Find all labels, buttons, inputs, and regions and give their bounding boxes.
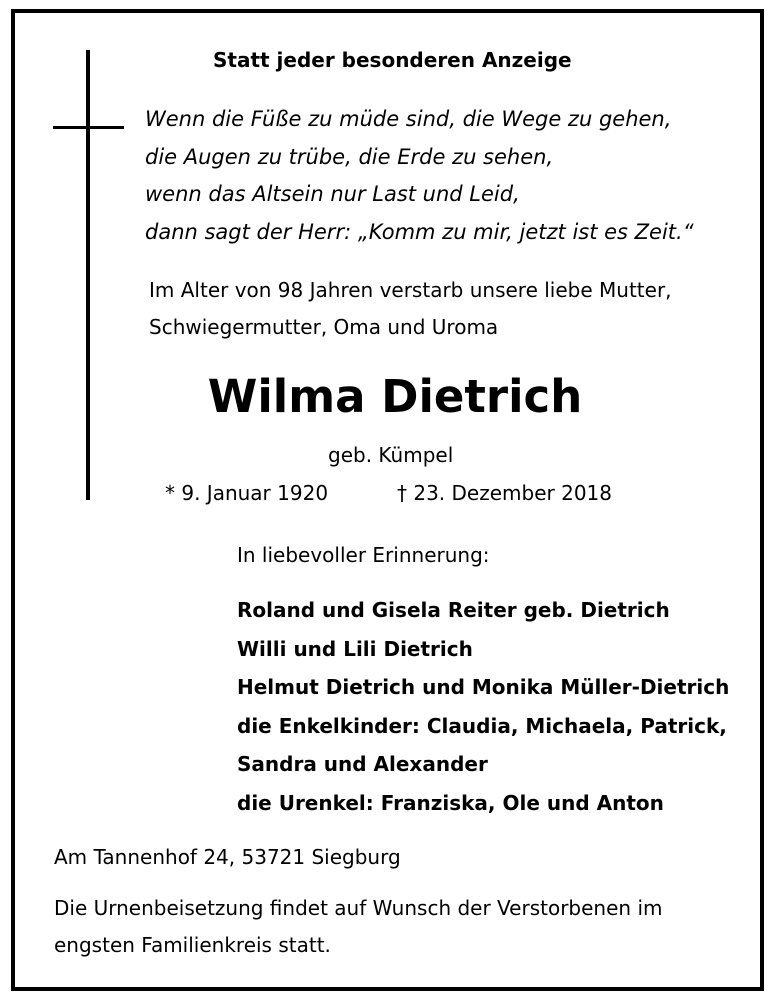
poem-line: die Augen zu trübe, die Erde zu sehen, xyxy=(145,144,554,169)
death-date: † 23. Dezember 2018 xyxy=(397,481,612,505)
deceased-name: Wilma Dietrich xyxy=(207,370,583,423)
poem-line: wenn das Altsein nur Last und Leid, xyxy=(145,182,520,207)
intro-text xyxy=(149,272,672,346)
poem-line: dann sagt der Herr: „Komm zu mir, jetzt ist es Zeit.“ xyxy=(145,220,694,245)
address: Am Tannenhof 24, 53721 Siegburg xyxy=(54,845,401,869)
birth-date: * 9. Januar 1920 xyxy=(165,481,329,505)
family-line: Sandra und Alexander xyxy=(237,752,488,777)
family-line: die Enkelkinder: Claudia, Michaela, Patrick, xyxy=(237,713,727,738)
notice-line: Die Urnenbeisetzung findet auf Wunsch der Verstorbenen im xyxy=(54,896,663,920)
family-line: die Urenkel: Franziska, Ole und Anton xyxy=(237,790,664,815)
family-line: Roland und Gisela Reiter geb. Dietrich xyxy=(237,598,670,622)
notice-line: engsten Familienkreis statt. xyxy=(54,933,331,957)
memory-label: In liebevoller Erinnerung: xyxy=(237,543,490,567)
poem xyxy=(145,101,694,252)
poem-line: Wenn die Füße zu müde sind, die Wege zu gehen, xyxy=(145,107,672,131)
family-line: Helmut Dietrich und Monika Müller-Dietrich xyxy=(237,675,730,700)
cross-horizontal-bar xyxy=(53,126,124,129)
funeral-notice xyxy=(54,890,663,964)
family-line: Willi und Lili Dietrich xyxy=(237,636,473,661)
intro-line: Schwiegermutter, Oma und Uroma xyxy=(149,315,499,339)
headline: Statt jeder besonderen Anzeige xyxy=(213,48,572,72)
intro-line: Im Alter von 98 Jahren verstarb unsere liebe Mutter, xyxy=(149,278,672,302)
born-name: geb. Kümpel xyxy=(328,443,454,467)
cross-vertical-bar xyxy=(86,50,90,500)
family-list xyxy=(237,591,729,823)
